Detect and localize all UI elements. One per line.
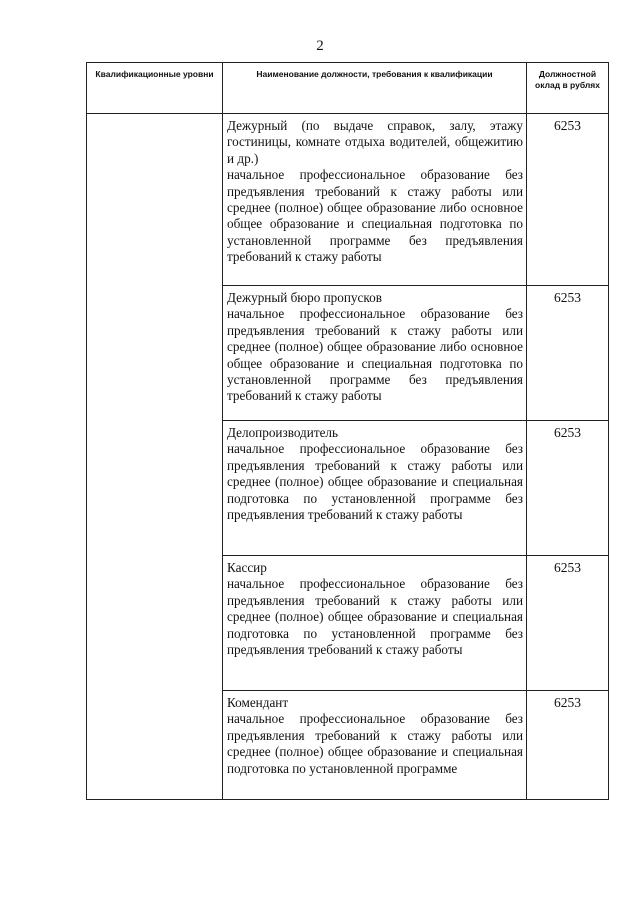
qualification-table — [86, 62, 609, 800]
position-requirements: начальное профессиональное образование без предъявления требований к стажу работы или среднее (полное) общее образование и специальная подготовка по установленной программе без предъявления требований к стажу работы — [227, 441, 523, 523]
salary-cell: 6253 — [527, 286, 609, 421]
page-number: 2 — [316, 38, 324, 54]
position-requirements: начальное профессиональное образование без предъявления требований к стажу работы или среднее (полное) общее образование и специальная подготовка по установленной программе без предъявления требований к стажу работы — [227, 576, 523, 658]
level-cell — [87, 114, 223, 800]
position-title: Кассир — [227, 560, 267, 575]
position-cell — [223, 286, 527, 421]
header-salary: Должностной оклад в рублях — [527, 63, 609, 114]
table-header — [87, 63, 609, 114]
position-requirements: начальное профессиональное образование без предъявления требований к стажу работы или среднее (полное) общее образование либо основное общее образование и специальная подготовка по установленной программе без предъявления требований к стажу работы — [227, 167, 523, 265]
table-row — [87, 114, 609, 286]
position-requirements: начальное профессиональное образование без предъявления требований к стажу работы или среднее (полное) общее образование либо основное общее образование и специальная подготовка по установленной программе без предъявления требований к стажу работы — [227, 306, 523, 404]
salary-cell: 6253 — [527, 691, 609, 800]
position-cell — [223, 556, 527, 691]
salary-cell: 6253 — [527, 556, 609, 691]
position-title: Делопроизводитель — [227, 425, 339, 440]
position-title: Дежурный бюро пропусков — [227, 290, 382, 305]
position-requirements: начальное профессиональное образование без предъявления требований к стажу работы или среднее (полное) общее образование и специальная подготовка по установленной программе — [227, 711, 523, 776]
salary-cell: 6253 — [527, 114, 609, 286]
header-position: Наименование должности, требования к квалификации — [223, 63, 527, 114]
position-cell — [223, 114, 527, 286]
salary-cell: 6253 — [527, 421, 609, 556]
position-cell — [223, 421, 527, 556]
position-title: Дежурный (по выдаче справок, залу, этажу гостиницы, комнате отдыха водителей, общежитию и др.) — [227, 118, 523, 166]
position-title: Комендант — [227, 695, 289, 710]
position-cell — [223, 691, 527, 800]
header-level: Квалификационные уровни — [87, 63, 223, 114]
